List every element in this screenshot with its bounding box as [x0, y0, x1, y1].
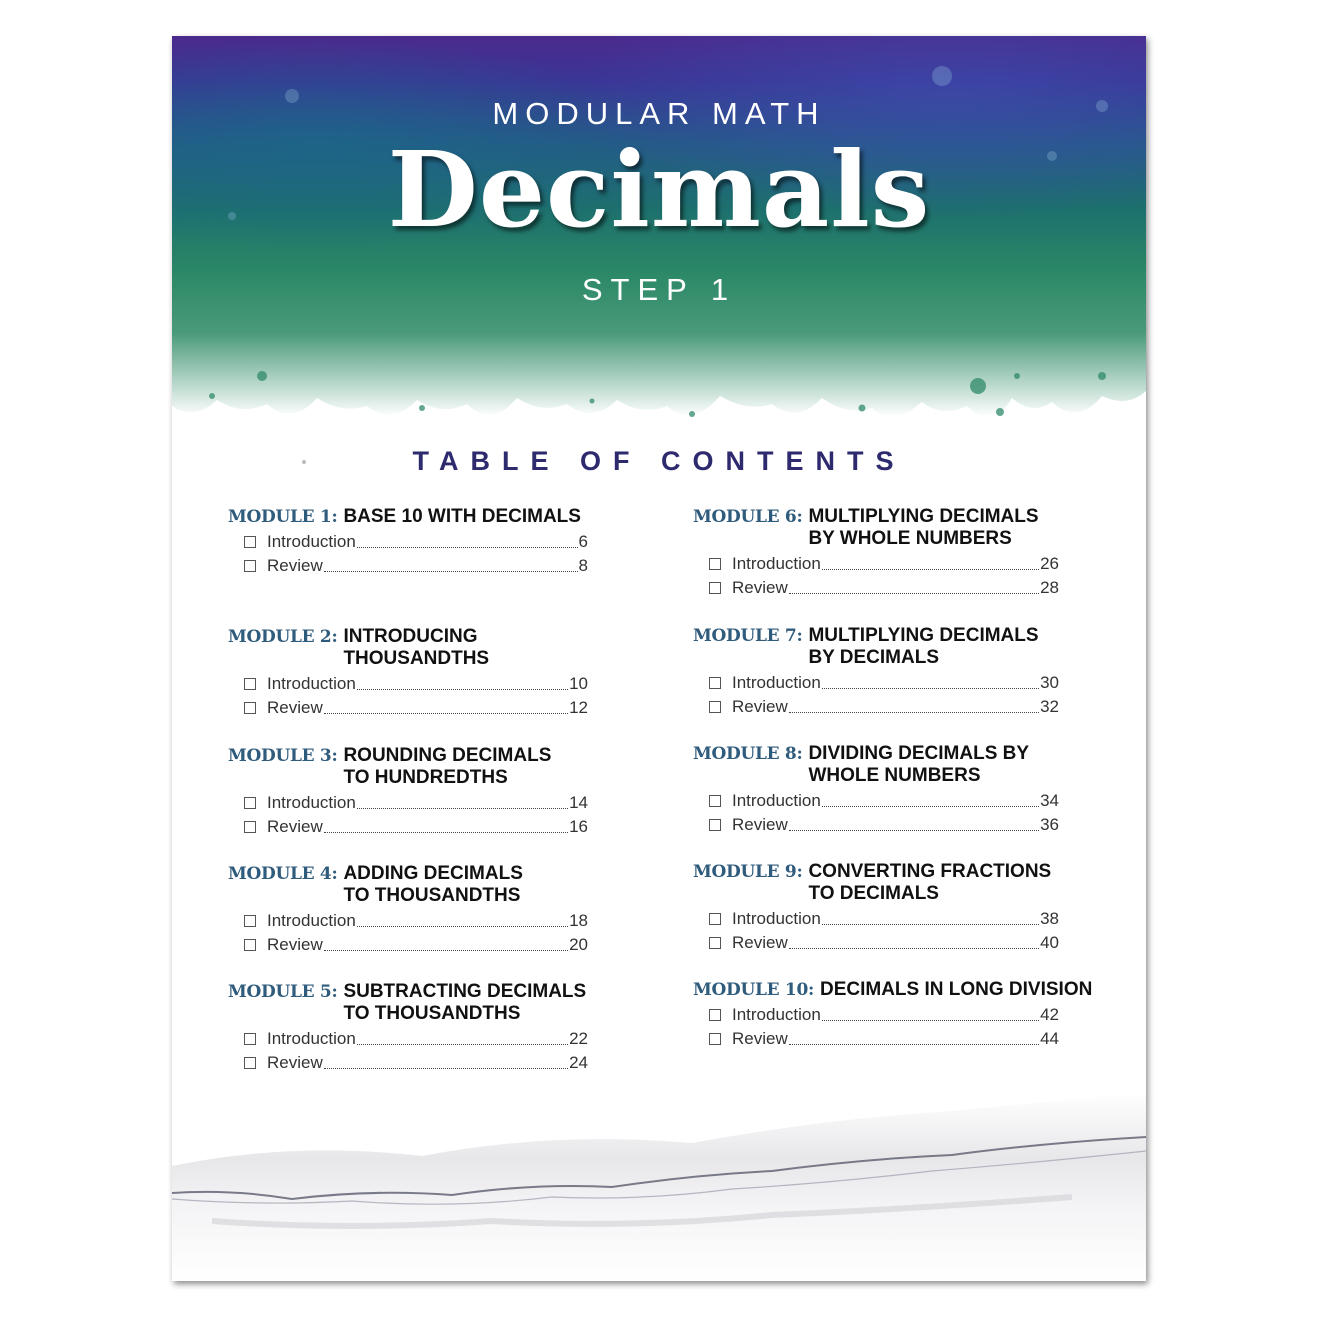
series-label: MODULAR MATH	[492, 96, 826, 131]
module-title	[343, 506, 581, 528]
module-left-4	[228, 981, 598, 1075]
entry-page-number: 10	[569, 674, 588, 693]
module-right-2	[693, 743, 1113, 837]
entry-label: Review	[267, 556, 323, 575]
module-title-line: TO DECIMALS	[808, 883, 939, 904]
module-heading	[693, 506, 1113, 550]
toc-entry	[244, 672, 588, 696]
entry-page-number: 22	[569, 1029, 588, 1048]
module-entries	[693, 552, 1059, 600]
checkbox-icon[interactable]	[709, 677, 721, 689]
module-number-label: MODULE 8:	[693, 744, 803, 764]
entry-page-number: 32	[1040, 697, 1059, 716]
checkbox-icon[interactable]	[244, 915, 256, 927]
toc-entry	[244, 791, 588, 815]
module-right-1	[693, 625, 1113, 719]
toc-entry	[709, 1027, 1059, 1051]
module-number-label: MODULE 9:	[693, 862, 803, 882]
entry-label: Review	[732, 578, 788, 597]
module-title-line: TO THOUSANDTHS	[343, 1003, 521, 1024]
module-title-line: ROUNDING DECIMALS	[343, 745, 552, 766]
module-number-label: MODULE 2:	[228, 627, 338, 647]
entry-label: Review	[732, 933, 788, 952]
module-heading	[693, 743, 1113, 787]
module-heading	[693, 861, 1113, 905]
module-heading	[228, 981, 598, 1025]
dot-leader	[789, 712, 1039, 713]
entry-page-number: 20	[569, 935, 588, 954]
entry-label: Introduction	[267, 911, 356, 930]
dot-leader	[357, 547, 578, 548]
entry-label: Introduction	[267, 532, 356, 551]
entry-page-number: 14	[569, 793, 588, 812]
module-title	[343, 626, 489, 670]
module-heading	[693, 979, 1113, 1001]
entry-label: Review	[732, 1029, 788, 1048]
module-title	[808, 743, 1029, 787]
toc-entry	[244, 933, 588, 957]
dot-leader	[822, 806, 1039, 807]
toc-entry	[709, 671, 1059, 695]
entry-label: Introduction	[732, 791, 821, 810]
dot-leader	[357, 1044, 568, 1045]
entry-label: Review	[267, 935, 323, 954]
module-entries	[693, 1003, 1059, 1051]
checkbox-icon[interactable]	[244, 1057, 256, 1069]
dot-leader	[324, 571, 578, 572]
module-title	[808, 625, 1038, 669]
checkbox-icon[interactable]	[244, 1033, 256, 1045]
dot-leader	[324, 1068, 568, 1069]
entry-page-number: 18	[569, 911, 588, 930]
checkbox-icon[interactable]	[244, 702, 256, 714]
module-number-label: MODULE 5:	[228, 982, 338, 1002]
checkbox-icon[interactable]	[244, 560, 256, 572]
checkbox-icon[interactable]	[244, 939, 256, 951]
book-page	[172, 36, 1146, 1281]
module-title-line: TO THOUSANDTHS	[343, 885, 521, 906]
dot-leader	[822, 569, 1039, 570]
module-title	[820, 979, 1092, 1001]
checkbox-icon[interactable]	[709, 819, 721, 831]
module-entries	[228, 909, 588, 957]
checkbox-icon[interactable]	[709, 795, 721, 807]
toc-entry	[709, 907, 1059, 931]
module-right-3	[693, 861, 1113, 955]
torn-paper-decoration	[172, 1071, 1146, 1281]
toc-entry	[709, 1003, 1059, 1027]
entry-page-number: 40	[1040, 933, 1059, 952]
checkbox-icon[interactable]	[244, 536, 256, 548]
toc-entry	[709, 695, 1059, 719]
dot-leader	[357, 926, 568, 927]
module-title	[343, 981, 586, 1025]
entry-page-number: 34	[1040, 791, 1059, 810]
entry-label: Introduction	[267, 793, 356, 812]
module-entries	[228, 791, 588, 839]
entry-page-number: 16	[569, 817, 588, 836]
checkbox-icon[interactable]	[244, 797, 256, 809]
module-number-label: MODULE 3:	[228, 746, 338, 766]
module-left-2	[228, 745, 598, 839]
module-right-0	[693, 506, 1113, 600]
module-title-line: CONVERTING FRACTIONS	[808, 861, 1052, 882]
module-heading	[693, 625, 1113, 669]
entry-label: Introduction	[267, 1029, 356, 1048]
module-title	[808, 506, 1038, 550]
toc-entry	[244, 530, 588, 554]
module-left-0	[228, 506, 598, 578]
module-title-line: BASE 10 WITH DECIMALS	[343, 506, 581, 527]
toc-entry	[709, 789, 1059, 813]
entry-page-number: 30	[1040, 673, 1059, 692]
module-title	[343, 745, 551, 789]
module-entries	[693, 671, 1059, 719]
entry-label: Review	[267, 1053, 323, 1072]
checkbox-icon[interactable]	[709, 1033, 721, 1045]
toc-entry	[709, 576, 1059, 600]
dot-leader	[324, 713, 568, 714]
dot-leader	[822, 1020, 1039, 1021]
module-right-4	[693, 979, 1113, 1051]
entry-label: Introduction	[267, 674, 356, 693]
entry-label: Introduction	[732, 1005, 821, 1024]
dot-leader	[357, 689, 568, 690]
entry-label: Review	[267, 817, 323, 836]
module-heading	[228, 626, 598, 670]
entry-label: Review	[732, 815, 788, 834]
toc-entry	[709, 813, 1059, 837]
entry-page-number: 28	[1040, 578, 1059, 597]
dot-leader	[357, 808, 568, 809]
step-label: STEP 1	[581, 272, 737, 307]
dot-leader	[789, 830, 1039, 831]
module-left-1	[228, 626, 598, 720]
module-title-line: BY WHOLE NUMBERS	[808, 528, 1012, 549]
module-heading	[228, 745, 598, 789]
entry-label: Introduction	[732, 673, 821, 692]
module-title-line: SUBTRACTING DECIMALS	[343, 981, 587, 1002]
toc-entry	[709, 931, 1059, 955]
entry-page-number: 12	[569, 698, 588, 717]
module-title-line: WHOLE NUMBERS	[808, 765, 981, 786]
toc-entry	[244, 696, 588, 720]
checkbox-icon[interactable]	[709, 582, 721, 594]
module-entries	[693, 907, 1059, 955]
module-title-line: INTRODUCING	[343, 626, 478, 647]
toc-entry	[244, 815, 588, 839]
module-entries	[228, 672, 588, 720]
module-number-label: MODULE 4:	[228, 864, 338, 884]
book-title: Decimals	[387, 128, 931, 251]
module-number-label: MODULE 10:	[693, 980, 814, 1000]
entry-page-number: 44	[1040, 1029, 1059, 1048]
module-entries	[693, 789, 1059, 837]
dot-leader	[789, 1044, 1039, 1045]
checkbox-icon[interactable]	[709, 558, 721, 570]
module-title-line: TO HUNDREDTHS	[343, 767, 508, 788]
module-title-line: DIVIDING DECIMALS BY	[808, 743, 1030, 764]
module-title-line: DECIMALS IN LONG DIVISION	[819, 979, 1093, 1000]
module-entries	[228, 1027, 588, 1075]
dot-leader	[324, 832, 568, 833]
module-title-line: THOUSANDTHS	[343, 648, 490, 669]
dot-leader	[324, 950, 568, 951]
checkbox-icon[interactable]	[709, 937, 721, 949]
entry-label: Introduction	[732, 554, 821, 573]
dot-leader	[822, 924, 1039, 925]
entry-page-number: 38	[1040, 909, 1059, 928]
module-entries	[228, 530, 588, 578]
module-heading	[228, 863, 598, 907]
entry-page-number: 8	[578, 556, 588, 575]
module-title	[343, 863, 522, 907]
module-left-3	[228, 863, 598, 957]
checkbox-icon[interactable]	[709, 913, 721, 925]
toc-entry	[709, 552, 1059, 576]
module-title-line: MULTIPLYING DECIMALS	[808, 625, 1039, 646]
checkbox-icon[interactable]	[244, 821, 256, 833]
entry-page-number: 24	[569, 1053, 588, 1072]
module-title-line: MULTIPLYING DECIMALS	[808, 506, 1039, 527]
dot-leader	[789, 593, 1039, 594]
entry-label: Introduction	[732, 909, 821, 928]
module-title-line: ADDING DECIMALS	[343, 863, 523, 884]
dot-leader	[822, 688, 1039, 689]
dot-leader	[789, 948, 1039, 949]
checkbox-icon[interactable]	[709, 701, 721, 713]
module-number-label: MODULE 6:	[693, 507, 803, 527]
entry-page-number: 6	[578, 532, 588, 551]
module-number-label: MODULE 7:	[693, 626, 803, 646]
toc-entry	[244, 909, 588, 933]
toc-entry	[244, 1027, 588, 1051]
entry-page-number: 26	[1040, 554, 1059, 573]
checkbox-icon[interactable]	[709, 1009, 721, 1021]
entry-label: Review	[732, 697, 788, 716]
module-number-label: MODULE 1:	[228, 507, 338, 527]
entry-page-number: 36	[1040, 815, 1059, 834]
module-title	[808, 861, 1051, 905]
entry-label: Review	[267, 698, 323, 717]
toc-entry	[244, 554, 588, 578]
module-title-line: BY DECIMALS	[808, 647, 939, 668]
entry-page-number: 42	[1040, 1005, 1059, 1024]
checkbox-icon[interactable]	[244, 678, 256, 690]
module-heading	[228, 506, 598, 528]
toc-heading: TABLE OF CONTENTS	[412, 446, 906, 476]
